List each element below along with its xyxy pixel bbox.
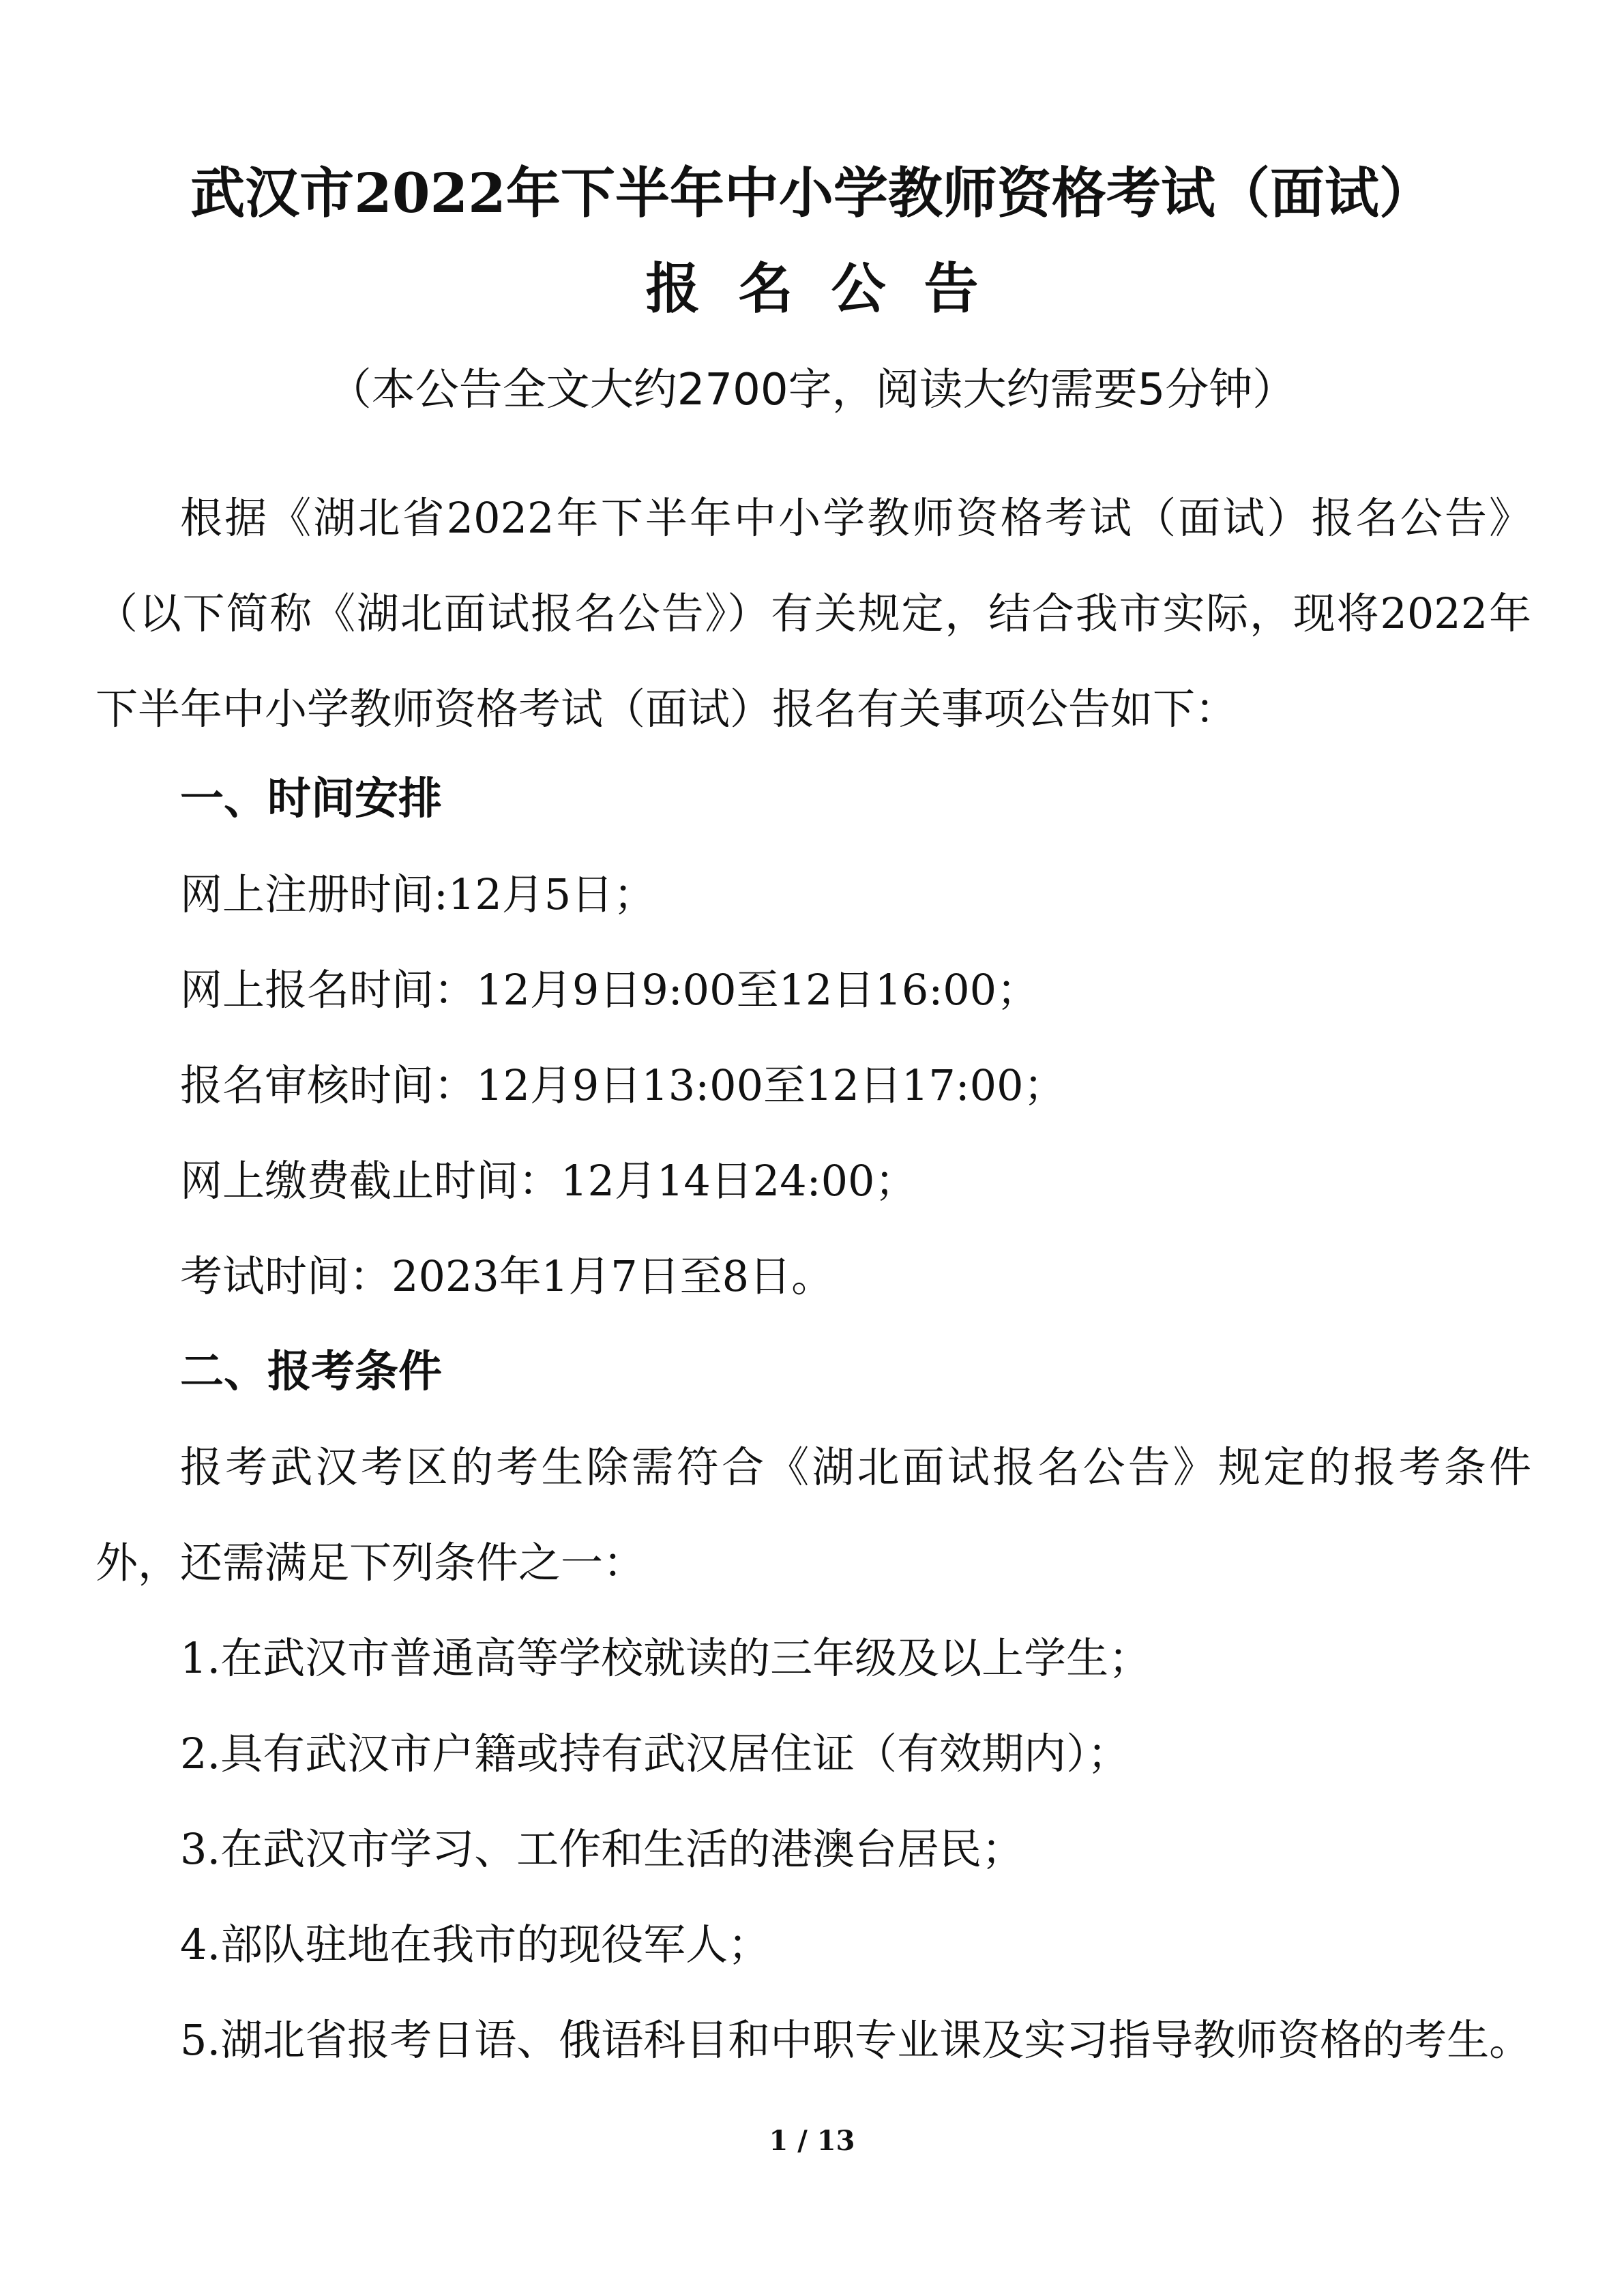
- intro-paragraph: 根据《湖北省2022年下半年中小学教师资格考试（面试）报名公告》（以下简称《湖北面试报名公告》）有关规定，结合我市实际，现将2022年下半年中小学教师资格考试（面试）报名有关事项公告如下：: [95, 493, 1531, 734]
- condition-item-5: 5.湖北省报考日语、俄语科目和中职专业课及实习指导教师资格的考生。: [180, 2015, 1532, 2065]
- condition-item-4: 4.部队驻地在我市的现役军人；: [180, 1920, 771, 1969]
- page-number: 1 / 13: [769, 2125, 855, 2157]
- condition-item-1: 1.在武汉市普通高等学校就读的三年级及以上学生；: [180, 1633, 1151, 1683]
- condition-item-3: 3.在武汉市学习、工作和生活的港澳台居民；: [180, 1824, 1024, 1874]
- schedule-item-exam: 考试时间：2023年1月7日至8日。: [180, 1251, 834, 1301]
- condition-item-2: 2.具有武汉市户籍或持有武汉居住证（有效期内）；: [180, 1729, 1130, 1778]
- schedule-item-payment: 网上缴费截止时间：12月14日24:00；: [180, 1156, 917, 1206]
- schedule-item-registration: 网上注册时间:12月5日；: [180, 869, 656, 919]
- section2-heading: 二、报考条件: [180, 1347, 442, 1397]
- document-title-announcement: 报名公告: [645, 256, 1017, 320]
- section2-intro-paragraph: 报考武汉考区的考生除需符合《湖北面试报名公告》规定的报考条件外，还需满足下列条件之一：: [95, 1442, 1531, 1587]
- schedule-item-signup: 网上报名时间：12月9日9:00至12日16:00；: [180, 965, 1039, 1015]
- schedule-item-review: 报名审核时间：12月9日13:00至12日17:00；: [180, 1060, 1066, 1110]
- section1-heading: 一、时间安排: [180, 774, 442, 824]
- reading-time-note: （本公告全文大约2700字，阅读大约需要5分钟）: [327, 365, 1297, 415]
- document-title: 武汉市2022年下半年中小学教师资格考试（面试）: [190, 161, 1434, 225]
